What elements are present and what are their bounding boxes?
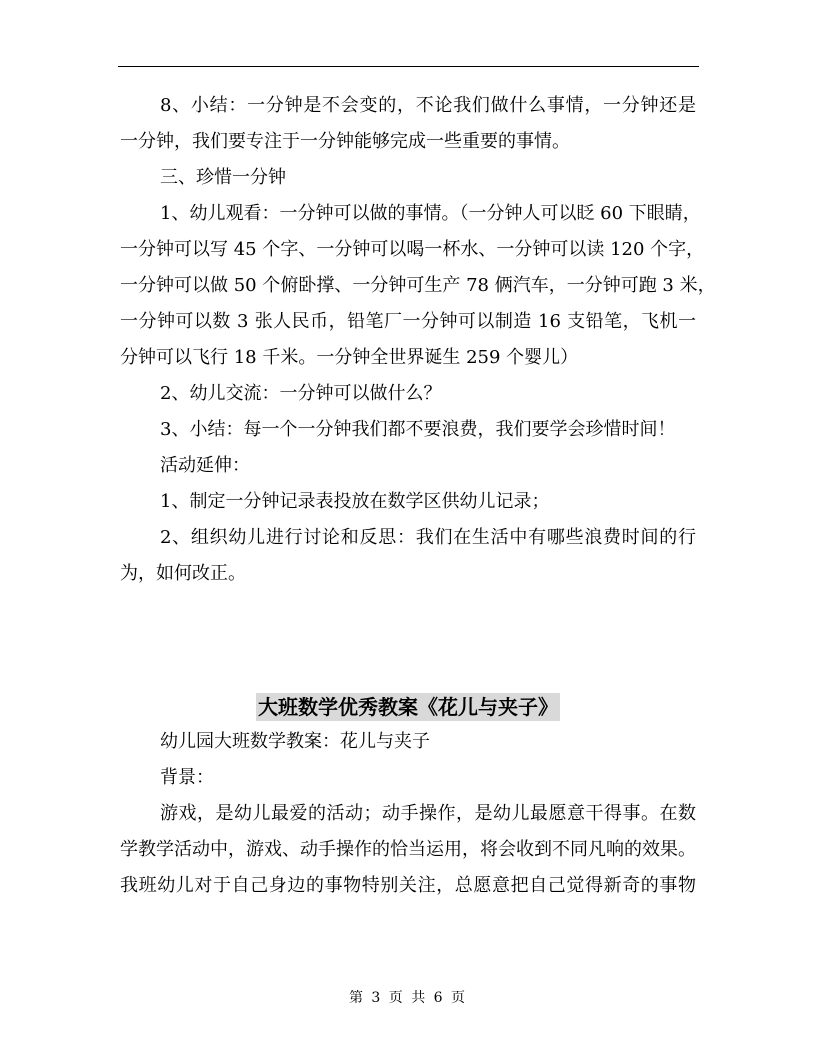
text-line: 一分钟可以数 3 张人民币，铅笔厂一分钟可以制造 16 支铅笔，飞机一 bbox=[120, 311, 696, 332]
text-line: 2、幼儿交流：一分钟可以做什么？ bbox=[160, 383, 442, 404]
document-body bbox=[120, 88, 716, 904]
text-line: 一分钟，我们要专注于一分钟能够完成一些重要的事情。 bbox=[120, 131, 570, 152]
text-line: 为，如何改正。 bbox=[120, 563, 246, 584]
title-container bbox=[120, 688, 696, 724]
text-line: 幼儿园大班数学教案：花儿与夹子 bbox=[160, 731, 430, 752]
text-line: 一分钟可以写 45 个字、一分钟可以喝一杯水、一分钟可以读 120 个字， bbox=[120, 239, 705, 260]
document-title: 大班数学优秀教案《花儿与夹子》 bbox=[258, 694, 558, 719]
text-line: 学教学活动中，游戏、动手操作的恰当运用，将会收到不同凡响的效果。 bbox=[120, 839, 696, 860]
text-line: 8、小结：一分钟是不会变的，不论我们做什么事情，一分钟还是 bbox=[160, 95, 696, 116]
text-line: 1、幼儿观看：一分钟可以做的事情。（一分钟人可以眨 60 下眼睛， bbox=[160, 203, 701, 224]
text-line: 活动延伸： bbox=[160, 455, 250, 476]
text-line: 分钟可以飞行 18 千米。一分钟全世界诞生 259 个婴儿） bbox=[120, 347, 579, 368]
section-top bbox=[120, 88, 716, 592]
text-line: 我班幼儿对于自己身边的事物特别关注，总愿意把自己觉得新奇的事物 bbox=[120, 875, 696, 896]
text-line: 一分钟可以做 50 个俯卧撑、一分钟可生产 78 俩汽车，一分钟可跑 3 米， bbox=[120, 275, 716, 296]
header-rule bbox=[118, 66, 699, 67]
text-line: 三、珍惜一分钟 bbox=[160, 167, 286, 188]
section-bottom bbox=[120, 724, 696, 904]
text-line: 背景： bbox=[160, 767, 214, 788]
blank-space bbox=[120, 592, 696, 688]
text-line: 2、组织幼儿进行讨论和反思：我们在生活中有哪些浪费时间的行 bbox=[160, 527, 696, 548]
page-footer: 第 3 页 共 6 页 bbox=[348, 990, 468, 1006]
text-line: 游戏，是幼儿最爱的活动；动手操作，是幼儿最愿意干得事。在数 bbox=[160, 803, 696, 824]
text-line: 1、制定一分钟记录表投放在数学区供幼儿记录； bbox=[160, 491, 550, 512]
text-line: 3、小结：每一个一分钟我们都不要浪费，我们要学会珍惜时间！ bbox=[160, 419, 676, 440]
